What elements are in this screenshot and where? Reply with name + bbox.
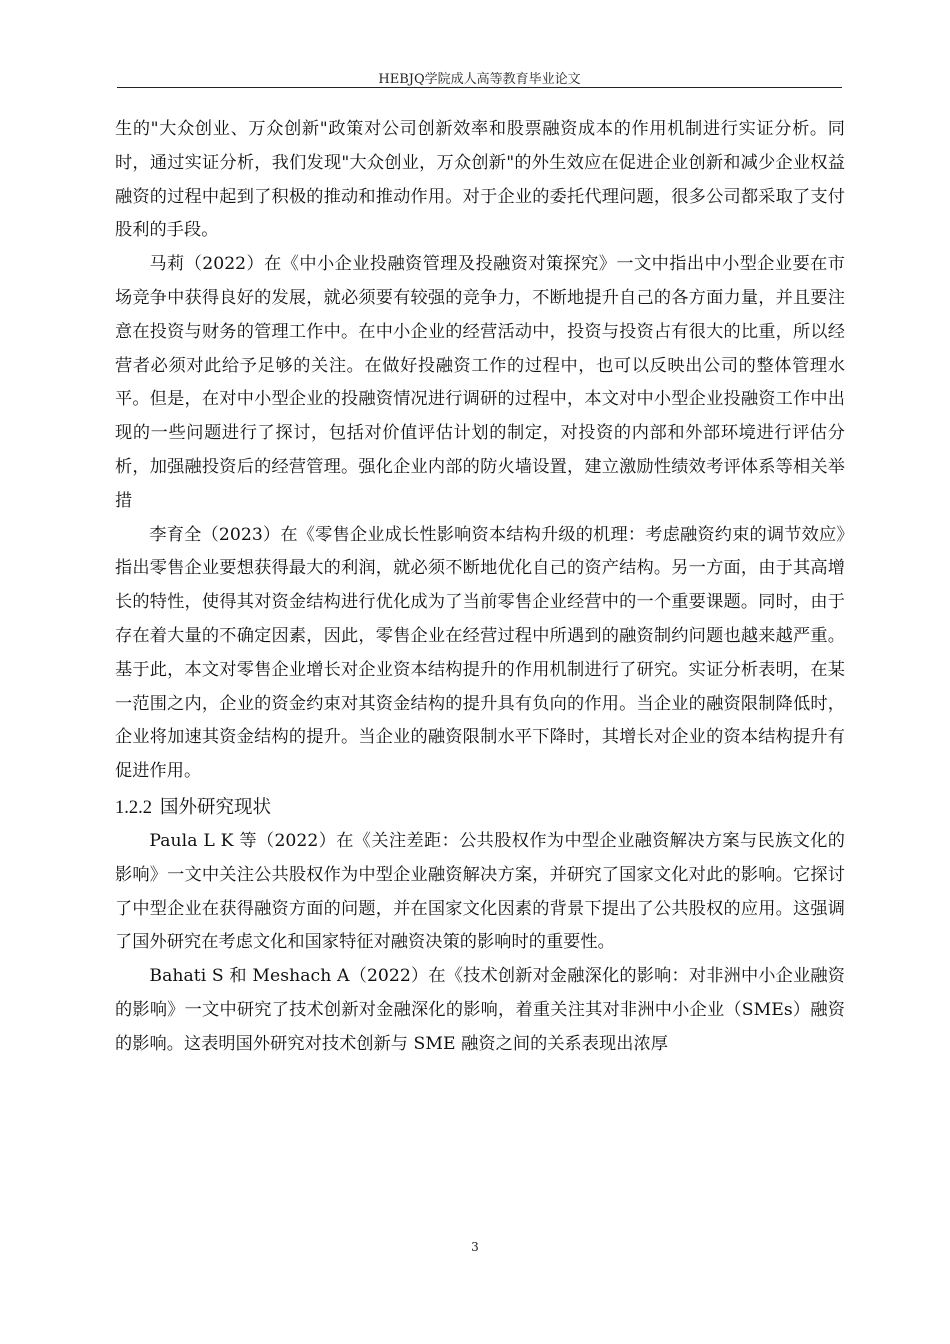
paragraph-liyuquan: 李育全（2023）在《零售企业成长性影响资本结构升级的机理：考虑融资约束的调节效应》指出零售企业要想获得最大的利润，就必须不断地优化自己的资产结构。另一方面，由于其高增长的特性，使得其对资金结构进行优化成为了当前零售企业经营中的一个重要课题。同时，由于存在着大量的不确定因素，因此，零售企业在经营过程中所遇到的融资制约问题也越来越严重。基于此，本文对零售企业增长对企业资本结构提升的作用机制进行了研究。实证分析表明，在某一范围之内，企业的资金约束对其资金结构的提升具有负向的作用。当企业的融资限制降低时，企业将加速其资金结构的提升。当企业的融资限制水平下降时，其增长对企业的资本结构提升有促进作用。 — [115, 524, 845, 782]
paragraph-continued: 生的"大众创业、万众创新"政策对公司创新效率和股票融资成本的作用机制进行实证分析。同时，通过实证分析，我们发现"大众创业，万众创新"的外生效应在促进企业创新和减少企业权益融资的过程中起到了积极的推动和推动作用。对于企业的委托代理问题，很多公司都采取了支付股利的手段。 — [115, 119, 845, 241]
header-rule — [117, 87, 842, 88]
page-number: 3 — [471, 1240, 479, 1254]
paragraph-paula: Paula L K 等（2022）在《关注差距：公共股权作为中型企业融资解决方案与民族文化的影响》一文中关注公共股权作为中型企业融资解决方案，并研究了国家文化对此的影响。它探讨了中型企业在获得融资方面的问题，并在国家文化因素的背景下提出了公共股权的应用。这强调了国外研究在考虑文化和国家特征对融资决策的影响时的重要性。 — [115, 830, 845, 953]
section-number: 1.2.2 — [115, 797, 152, 818]
section-heading — [115, 789, 845, 825]
running-header: HEBJQ学院成人高等教育毕业论文 — [378, 72, 581, 87]
paragraph-bahati: Bahati S 和 Meshach A（2022）在《技术创新对金融深化的影响：对非洲中小企业融资的影响》一文中研究了技术创新对金融深化的影响，着重关注其对非洲中小企业（SMEs）融资的影响。这表明国外研究对技术创新与 SME 融资之间的关系表现出浓厚 — [115, 966, 845, 1054]
body-text — [115, 113, 845, 1062]
paragraph-mali: 马莉（2022）在《中小企业投融资管理及投融资对策探究》一文中指出中小型企业要在市场竞争中获得良好的发展，就必须要有较强的竞争力，不断地提升自己的各方面力量，并且要注意在投资与财务的管理工作中。在中小企业的经营活动中，投资与投资占有很大的比重，所以经营者必须对此给予足够的关注。在做好投融资工作的过程中，也可以反映出公司的整体管理水平。但是，在对中小型企业的投融资情况进行调研的过程中，本文对中小型企业投融资工作中出现的一些问题进行了探讨，包括对价值评估计划的制定，对投资的内部和外部环境进行评估分析，加强融投资后的经营管理。强化企业内部的防火墙设置，建立激励性绩效考评体系等相关举措 — [115, 254, 845, 511]
section-title: 国外研究现状 — [160, 796, 272, 818]
